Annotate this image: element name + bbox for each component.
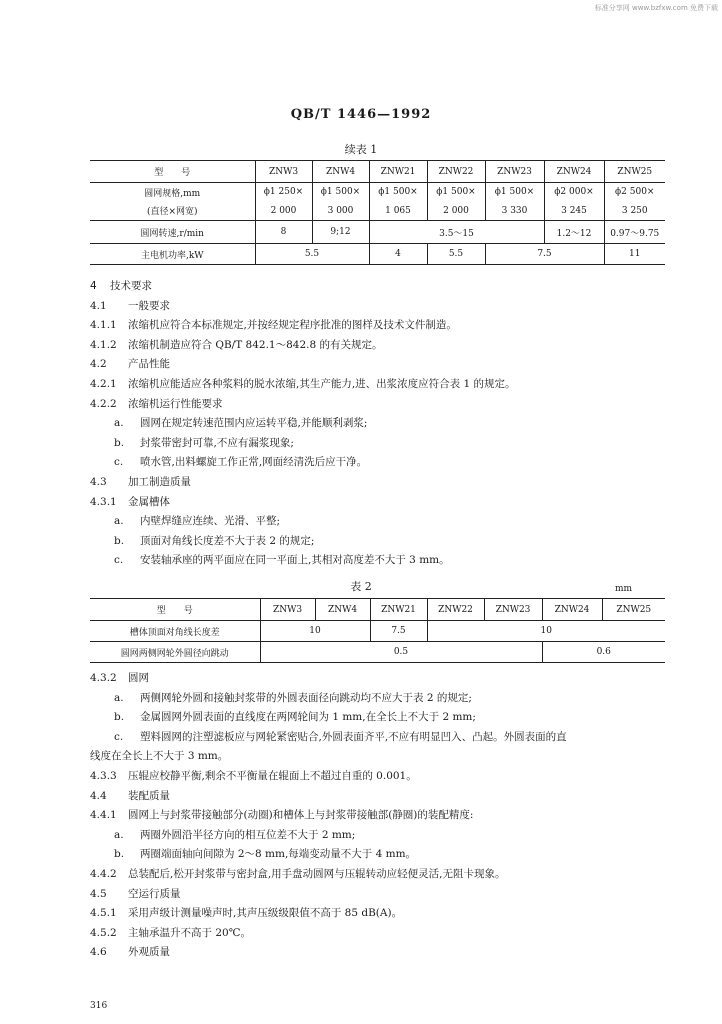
table1-cell: 2 000 [255, 202, 312, 221]
table2-unit: mm [615, 584, 633, 594]
clause-text: 喷水管,出料螺旋工作正常,网面经清洗后应干净。 [140, 456, 368, 469]
text-line [90, 279, 152, 293]
table1-header-cell: ZNW21 [369, 161, 427, 183]
clause-text: 一般要求 [128, 299, 170, 312]
clause-text: 线度在全长上不大于 3 mm。 [90, 750, 229, 763]
text-line [90, 749, 228, 763]
table1-power-label: 主电机功率,kW [140, 250, 204, 261]
table2-cell: 0.6 [542, 642, 665, 663]
table1-cell: 1 065 [369, 202, 427, 221]
table2-caption: 表 2 [350, 580, 372, 593]
table2-row-label: 槽体顶面对角线长度差 [129, 627, 220, 638]
text-line [90, 397, 223, 411]
text-line [90, 553, 450, 567]
clause-number: 4.4.1 [90, 809, 117, 822]
table2-header-cell: ZNW21 [370, 599, 427, 621]
clause-text: 封浆带密封可靠,不应有漏浆现象; [140, 436, 294, 449]
text-line [90, 495, 170, 509]
table2-cell: 7.5 [370, 621, 427, 642]
clause-number: 4.2.1 [90, 378, 117, 390]
clause-number: 4.4 [90, 789, 107, 802]
table1-power-row [90, 244, 665, 265]
table1-header-cell: ZNW24 [544, 161, 604, 183]
clause-text: 圆网在规定转速范围内应运转平稳,并能顺利剥浆; [140, 417, 368, 430]
table1-spec-label: (直径×网宽) [146, 207, 198, 218]
text-line [90, 338, 383, 352]
text-line [90, 808, 473, 822]
table1-cell: 9;12 [312, 221, 369, 244]
table2-header-cell: ZNW25 [602, 599, 665, 621]
table2-row-label: 圆网两侧网轮外圆径向跳动 [120, 648, 229, 659]
clause-text: 圆网上与封浆带接触部分(动圈)和槽体上与封浆带接触部(静圈)的装配精度: [128, 809, 474, 822]
table2-row-runout [90, 642, 665, 663]
clause-text: 主轴承温升不高于 20℃。 [128, 926, 251, 939]
clause-number: 4.5 [90, 887, 107, 900]
clause-text: 金属圆网外圆表面的直线度在两网轮间为 1 mm,在全长上不大于 2 mm; [140, 711, 476, 724]
text-line [90, 789, 170, 803]
clause-text: 压辊应校静平衡,剩余不平衡量在辊面上不超过自重的 0.001。 [128, 770, 417, 782]
text-line [90, 730, 567, 744]
clause-number: b. [114, 848, 125, 861]
table1-cell: 11 [604, 244, 665, 265]
table2-header-cell: ZNW23 [484, 599, 542, 621]
table2-header-row [90, 599, 665, 621]
clause-number: 4.4.2 [90, 868, 117, 880]
table1-cell: ϕ1 500× [369, 183, 427, 202]
text-line [90, 299, 170, 313]
table2-header-cell: ZNW3 [260, 599, 315, 621]
clause-number: a. [114, 691, 124, 704]
table1-header-cell: ZNW22 [427, 161, 485, 183]
text-line [90, 455, 367, 469]
table1-caption: 续表 1 [344, 143, 378, 156]
text-line [90, 357, 170, 371]
clause-text: 浓缩机运行性能要求 [128, 397, 223, 410]
text-line [90, 926, 251, 940]
table1-speed-row [90, 221, 665, 244]
clause-text: 顶面对角线长度差不大于表 2 的规定; [140, 534, 315, 547]
table1-spec-row-top [90, 183, 665, 202]
text-line [90, 534, 314, 548]
clause-number: 4.3 [90, 476, 107, 488]
text-line [90, 710, 476, 724]
text-line [90, 867, 506, 881]
clause-number: 4.6 [90, 946, 107, 959]
page-number: 316 [90, 1001, 108, 1011]
clause-number: c. [114, 730, 124, 743]
clause-text: 两侧网轮外圆和接触封浆带的外圆表面径向跳动均不应大于表 2 的规定; [140, 691, 472, 704]
text-line [90, 436, 294, 450]
table1-header-cell: ZNW4 [312, 161, 369, 183]
table1-spec-row-bottom [90, 202, 665, 221]
table1-cell: 3 330 [485, 202, 544, 221]
table1-cell: 8 [255, 221, 312, 244]
table1-cell: 3 245 [544, 202, 604, 221]
text-line [90, 769, 417, 783]
table2-cell: 10 [427, 621, 665, 642]
clause-text: 空运行质量 [128, 887, 181, 900]
clause-number: c. [114, 554, 124, 567]
clause-text: 浓缩机制造应符合 QB/T 842.1～842.8 的有关规定。 [128, 338, 383, 351]
clause-text: 圆网 [128, 672, 149, 684]
text-line [90, 691, 472, 705]
clause-text: 两圈端面轴向间隙为 2～8 mm,每端变动量不大于 4 mm。 [140, 848, 417, 861]
clause-number: 4 [90, 280, 97, 292]
clause-text: 加工制造质量 [128, 476, 191, 488]
text-line [90, 847, 416, 861]
table1-cell: 3 250 [604, 202, 665, 221]
clause-text: 外观质量 [128, 946, 170, 959]
table2-row-diagonal [90, 621, 665, 642]
clause-text: 技术要求 [110, 280, 152, 292]
clause-number: a. [114, 417, 124, 430]
table2 [90, 598, 665, 663]
table1-header-row [90, 161, 665, 183]
clause-text: 总装配后,松开封浆带与密封盒,用手盘动圆网与压辊转动应轻便灵活,无阻卡现象。 [128, 868, 506, 880]
clause-text: 安装轴承座的两平面应在同一平面上,其相对高度差不大于 3 mm。 [140, 554, 450, 567]
text-line [90, 945, 170, 959]
text-line [90, 377, 516, 391]
clause-text: 塑料圆网的注塑滤板应与网轮紧密贴合,外圆表面齐平,不应有明显凹入、凸起。外圆表面的直 [140, 730, 567, 743]
clause-text: 两圈外圆沿半径方向的相互位差不大于 2 mm; [140, 828, 356, 841]
text-line [90, 416, 367, 430]
clause-number: 4.3.1 [90, 495, 117, 508]
table2-header-cell: ZNW4 [315, 599, 370, 621]
clause-text: 浓缩机应能适应各种浆料的脱水浓缩,其生产能力,进、出浆浓度应符合表 1 的规定。 [128, 378, 516, 390]
table1 [90, 160, 665, 265]
text-line [90, 514, 280, 528]
clause-number: 4.2 [90, 358, 107, 371]
table1-cell: ϕ2 000× [544, 183, 604, 202]
table2-header-cell: ZNW22 [427, 599, 484, 621]
clause-number: 4.1.1 [90, 319, 117, 332]
clause-number: 4.1.2 [90, 338, 117, 351]
table1-header-cell: ZNW25 [604, 161, 665, 183]
clause-text: 装配质量 [128, 789, 170, 802]
clause-text: 产品性能 [128, 358, 170, 371]
table1-cell: ϕ1 250× [255, 183, 312, 202]
table1-cell: 5.5 [255, 244, 369, 265]
table2-cell: 10 [260, 621, 370, 642]
clause-number: b. [114, 711, 125, 724]
table1-cell: 5.5 [427, 244, 485, 265]
table2-header-cell: 型 号 [156, 606, 193, 616]
table1-cell: 2 000 [427, 202, 485, 221]
text-line [90, 671, 149, 685]
clause-number: c. [114, 456, 124, 469]
clause-number: a. [114, 828, 124, 841]
table2-header-cell: ZNW24 [542, 599, 602, 621]
table1-cell: ϕ2 500× [604, 183, 665, 202]
clause-text: 采用声级计测量噪声时,其声压级级限值不高于 85 dB(A)。 [128, 907, 403, 920]
table1-cell: ϕ1 500× [427, 183, 485, 202]
clause-number: 4.5.2 [90, 926, 117, 939]
watermark: 标准分享网 www.bzfxw.com 免费下载 [594, 4, 718, 12]
table1-spec-label: 圆网规格,mm [144, 188, 201, 199]
table1-header-cell: 型 号 [154, 168, 191, 178]
clause-number: b. [114, 534, 125, 547]
clause-number: 4.2.2 [90, 397, 117, 410]
clause-number: a. [114, 515, 124, 528]
table1-speed-label: 圆网转速,r/min [140, 228, 204, 239]
clause-number: b. [114, 436, 125, 449]
clause-number: 4.1 [90, 299, 107, 312]
table1-cell: 0.97～9.75 [604, 221, 665, 244]
clause-text: 内壁焊缝应连续、光滑、平整; [140, 515, 281, 528]
standard-number: QB/T 1446—1992 [290, 107, 432, 122]
table1-cell: 3 000 [312, 202, 369, 221]
table1-cell: ϕ1 500× [312, 183, 369, 202]
table1-cell: 7.5 [485, 244, 604, 265]
table2-cell: 0.5 [260, 642, 542, 663]
table1-header-cell: ZNW23 [485, 161, 544, 183]
clause-text: 浓缩机应符合本标准规定,并按经规定程序批准的图样及技术文件制造。 [128, 319, 457, 332]
text-line [90, 906, 402, 920]
text-line [90, 887, 181, 901]
clause-text: 金属槽体 [128, 495, 170, 508]
table1-cell: 1.2～12 [544, 221, 604, 244]
table1-cell: ϕ1 500× [485, 183, 544, 202]
clause-number: 4.5.1 [90, 907, 117, 920]
table1-cell: 4 [369, 244, 427, 265]
clause-number: 4.3.2 [90, 672, 117, 684]
text-line [90, 318, 457, 332]
table1-cell: 3.5～15 [369, 221, 544, 244]
clause-number: 4.3.3 [90, 770, 117, 782]
text-line [90, 475, 191, 489]
table1-header-cell: ZNW3 [255, 161, 312, 183]
text-line [90, 828, 355, 842]
